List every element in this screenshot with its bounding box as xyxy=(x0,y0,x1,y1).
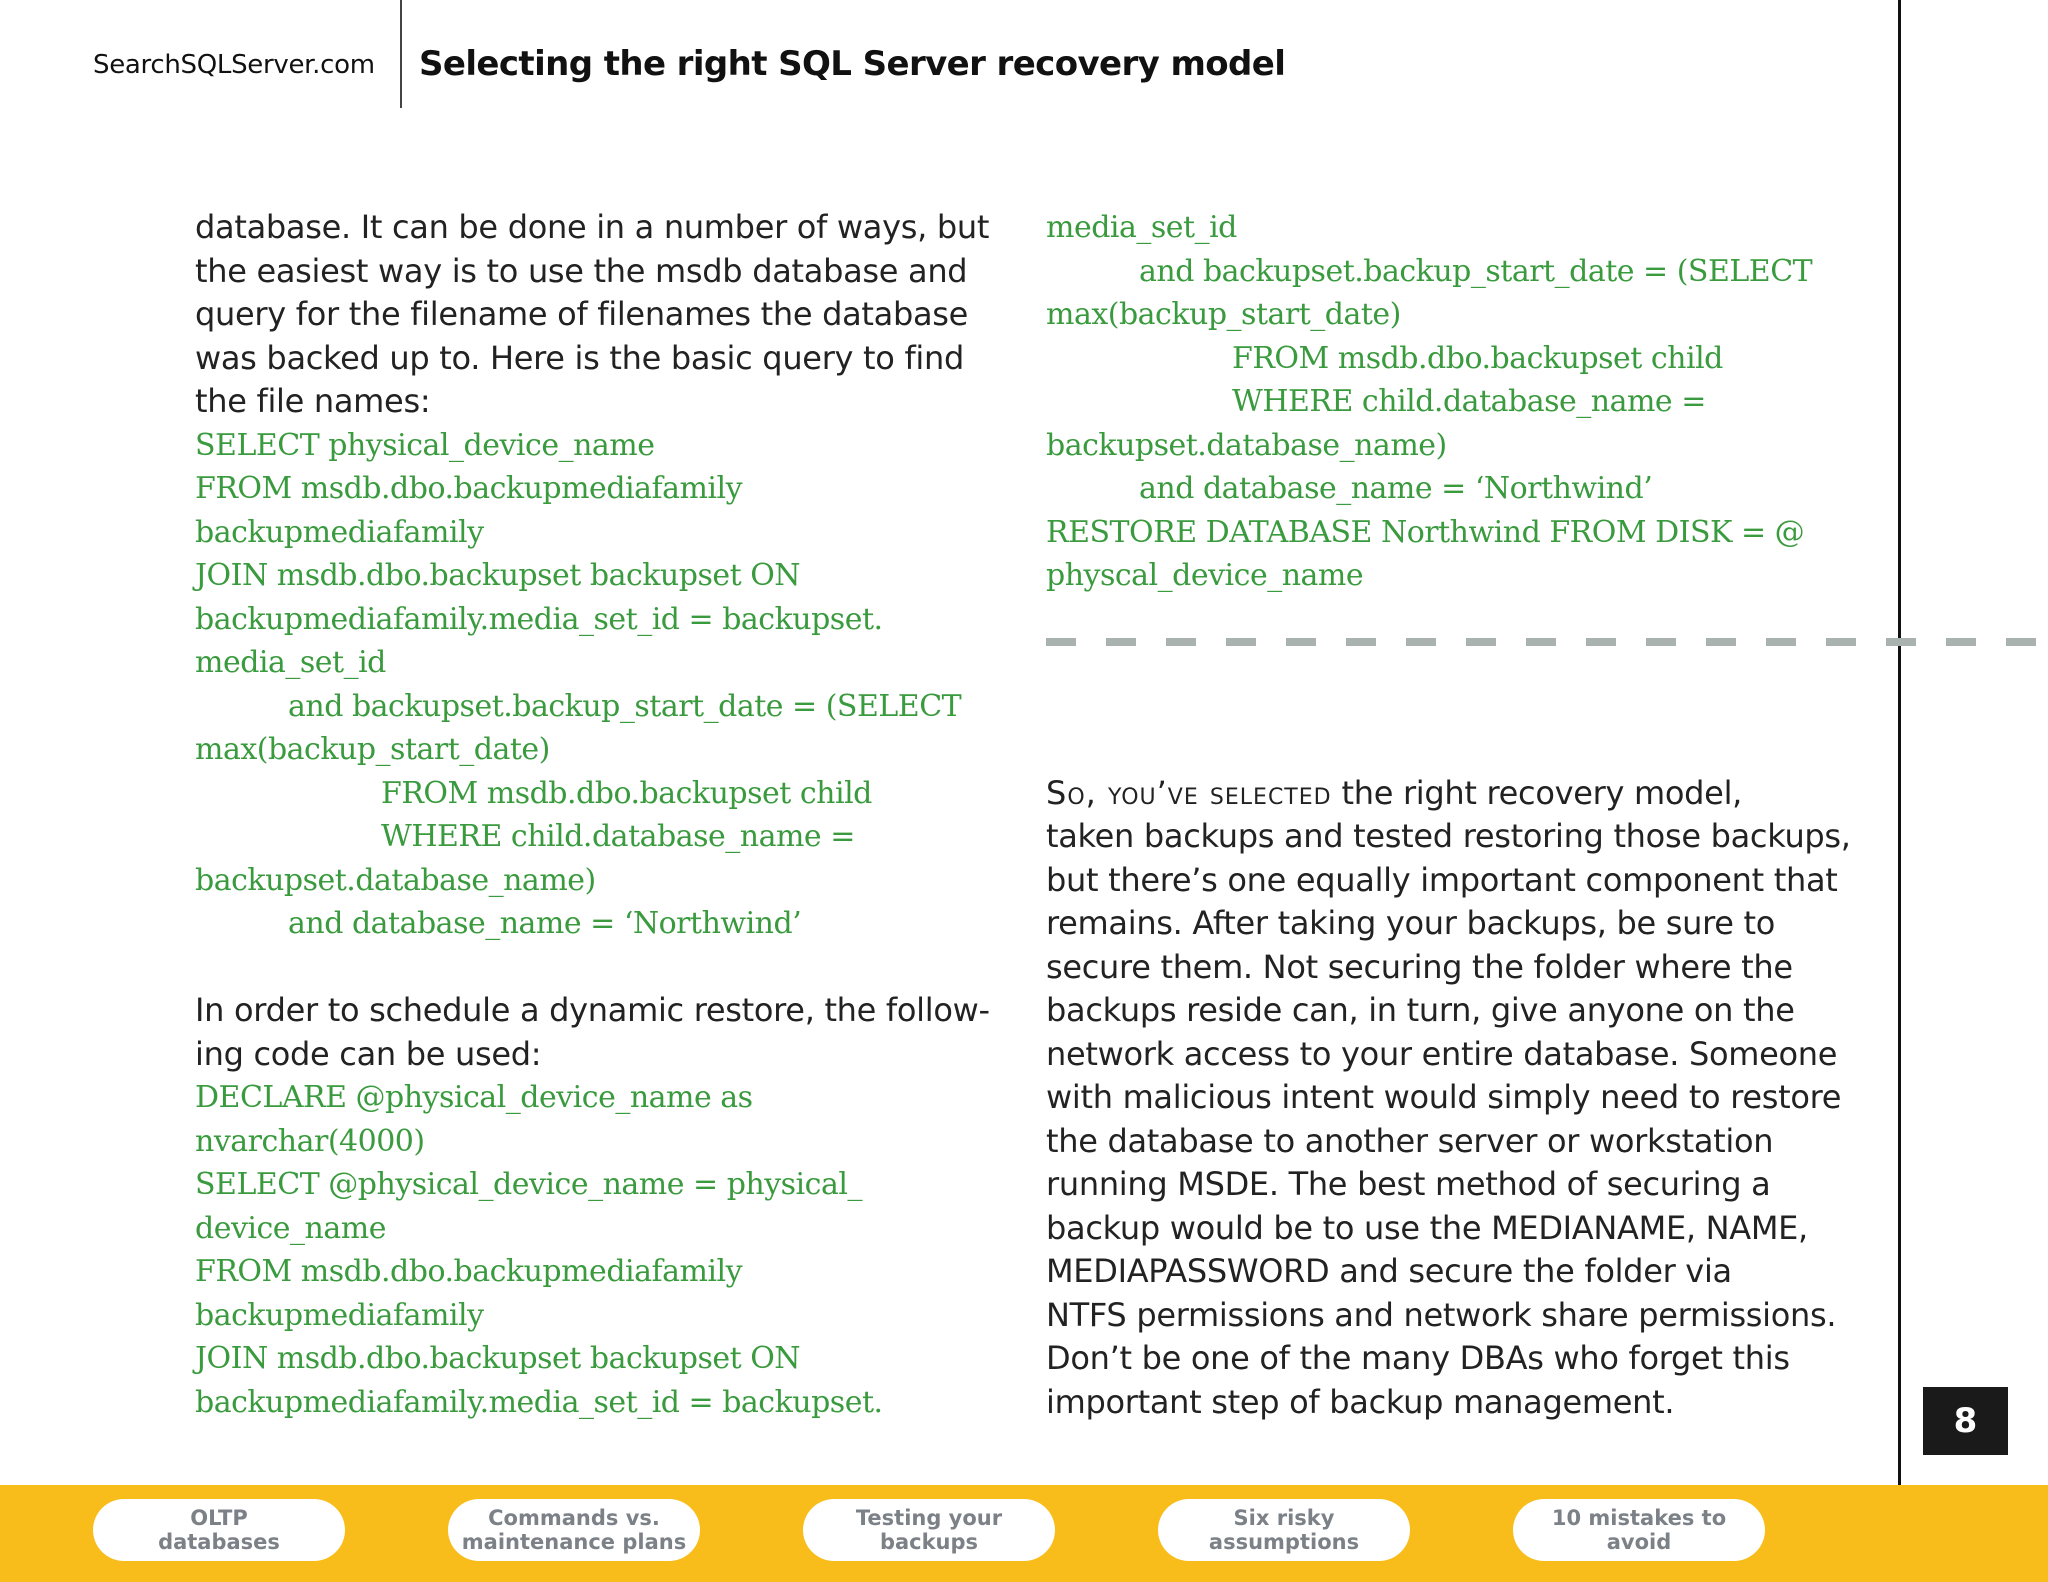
margin-rule xyxy=(1898,0,1901,1485)
prose-line: was backed up to. Here is the basic query to find xyxy=(195,338,965,377)
page-number: 8 xyxy=(1923,1387,2008,1455)
header-divider xyxy=(400,0,402,108)
footer-tab-label xyxy=(158,1506,280,1554)
right-code-block xyxy=(1046,206,1836,598)
prose-line: MEDIAPASSWORD and secure the folder via xyxy=(1046,1252,1732,1290)
footer-tab-line: Commands vs. xyxy=(488,1506,660,1530)
prose-line: but there’s one equally important component that xyxy=(1046,860,1838,899)
footer-tab-line: OLTP xyxy=(190,1506,248,1530)
code-line: media_set_id xyxy=(195,645,386,680)
code-line: FROM msdb.dbo.backupmediafamily xyxy=(195,471,743,506)
code-line: RESTORE DATABASE Northwind FROM DISK = @ xyxy=(1046,514,1805,550)
prose-line: ing code can be used: xyxy=(195,1034,542,1073)
footer-tab-button[interactable] xyxy=(803,1499,1055,1561)
footer-tab-line: Testing your xyxy=(855,1506,1003,1530)
code-line: max(backup_start_date) xyxy=(1046,297,1401,332)
code-line: backupmediafamily.media_set_id = backupset. xyxy=(195,601,883,637)
section-spacer xyxy=(1046,598,1836,772)
prose-line: secure them. Not securing the folder where the xyxy=(1046,947,1793,986)
prose-line: query for the filename of filenames the database xyxy=(195,295,969,333)
code-line: FROM msdb.dbo.backupmediafamily xyxy=(195,1254,743,1289)
prose-line: the database to another server or workstation xyxy=(1046,1121,1774,1160)
prose-line: In order to schedule a dynamic restore, the follow- xyxy=(195,991,990,1029)
footer-tab-line: avoid xyxy=(1606,1530,1672,1554)
footer-tab-label xyxy=(1552,1506,1726,1554)
prose-line: the easiest way is to use the msdb database and xyxy=(195,251,968,290)
footer-tab-line: assumptions xyxy=(1208,1530,1360,1554)
prose-line: the right recovery model, xyxy=(1331,773,1743,812)
code-line: backupset.database_name) xyxy=(195,862,596,898)
dashed-separator xyxy=(1046,638,2048,646)
code-line: backupset.database_name) xyxy=(1046,427,1447,463)
prose-line: remains. After taking your backups, be sure to xyxy=(1046,904,1776,942)
prose-line: NTFS permissions and network share permissions. xyxy=(1046,1295,1837,1334)
code-line: JOIN msdb.dbo.backupset backupset ON xyxy=(195,1341,801,1376)
prose-line: network access to your entire database. Someone xyxy=(1046,1034,1838,1073)
right-prose-block xyxy=(1046,772,1851,1425)
footer-tab-line: 10 mistakes to xyxy=(1551,1506,1727,1530)
footer-tab-line: backups xyxy=(879,1530,979,1554)
footer-tab-label xyxy=(856,1506,1002,1554)
footer-tab-button[interactable] xyxy=(1158,1499,1410,1561)
code-line: max(backup_start_date) xyxy=(195,732,550,767)
prose-line: with malicious intent would simply need to restore xyxy=(1046,1078,1842,1116)
site-name: SearchSQLServer.com xyxy=(93,50,375,80)
prose-line: running MSDE. The best method of securing a xyxy=(1046,1165,1771,1203)
footer-tab-label xyxy=(1209,1506,1359,1554)
prose-line: the file names: xyxy=(195,382,431,420)
code-line: DECLARE @physical_device_name as xyxy=(195,1080,753,1115)
paragraph-gap xyxy=(195,946,985,990)
prose-line: Don’t be one of the many DBAs who forget this xyxy=(1046,1339,1790,1377)
footer-tab-button[interactable] xyxy=(93,1499,345,1561)
code-line: SELECT @physical_device_name = physical_ xyxy=(195,1167,862,1202)
code-line: backupmediafamily.media_set_id = backupset. xyxy=(195,1384,883,1420)
footer-tab-button[interactable] xyxy=(448,1499,700,1561)
right-column xyxy=(1046,206,1851,1424)
code-line: and backupset.backup_start_date = (SELECT xyxy=(288,688,962,724)
code-line: and database_name = ‘Northwind’ xyxy=(1139,471,1653,506)
page-title: Selecting the right SQL Server recovery model xyxy=(419,44,1286,84)
code-line: backupmediafamily xyxy=(195,1297,484,1333)
left-column xyxy=(195,206,990,1424)
code-line: and backupset.backup_start_date = (SELECT xyxy=(1139,253,1813,289)
code-line: device_name xyxy=(195,1210,386,1246)
code-line: SELECT physical_device_name xyxy=(195,427,655,463)
lead-in-smallcaps: So, you’ve selected xyxy=(1046,773,1332,812)
code-line: FROM msdb.dbo.backupset child xyxy=(381,775,872,811)
prose-line: taken backups and tested restoring those backups, xyxy=(1046,817,1851,855)
prose-line: important step of backup management. xyxy=(1046,1382,1675,1421)
prose-line: database. It can be done in a number of ways, but xyxy=(195,208,990,246)
code-line: physcal_device_name xyxy=(1046,558,1364,593)
footer-tab-line: databases xyxy=(158,1530,280,1554)
code-line: FROM msdb.dbo.backupset child xyxy=(1232,340,1723,376)
prose-line: backups reside can, in turn, give anyone on the xyxy=(1046,991,1795,1029)
code-line: JOIN msdb.dbo.backupset backupset ON xyxy=(195,558,801,593)
code-line: WHERE child.database_name = xyxy=(1232,384,1706,419)
code-line: and database_name = ‘Northwind’ xyxy=(288,906,802,941)
footer-tab-label xyxy=(462,1506,686,1554)
footer-tab-line: maintenance plans xyxy=(461,1530,687,1554)
prose-line: backup would be to use the MEDIANAME, NAME, xyxy=(1046,1208,1808,1247)
code-line: backupmediafamily xyxy=(195,514,484,550)
footer-tab-button[interactable] xyxy=(1513,1499,1765,1561)
code-line: WHERE child.database_name = xyxy=(381,819,855,854)
code-line: nvarchar(4000) xyxy=(195,1123,425,1159)
code-line: media_set_id xyxy=(1046,210,1237,245)
footer-tab-line: Six risky xyxy=(1233,1506,1335,1530)
